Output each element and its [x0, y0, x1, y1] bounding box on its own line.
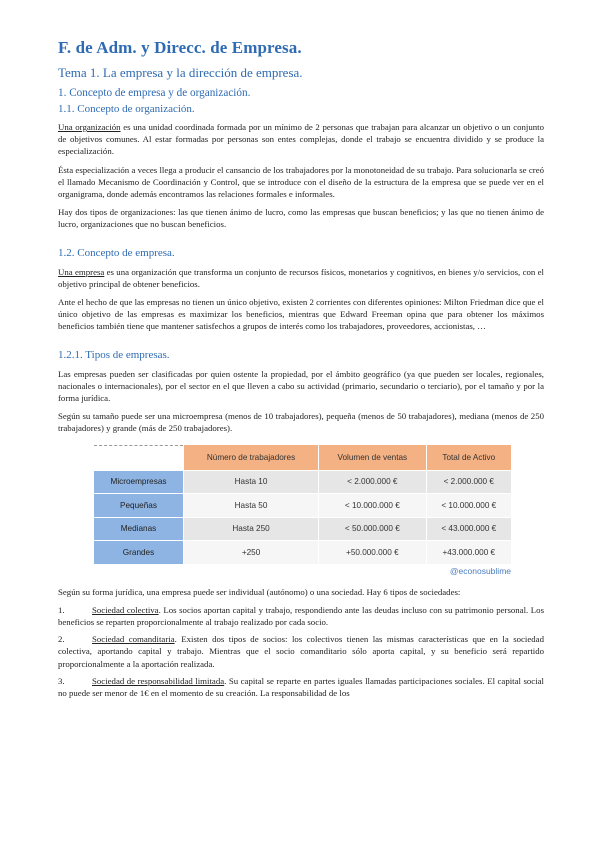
paragraph-org-def: Una organización es una unidad coordinada formada por un mínimo de 2 personas que trabajan para alcanzar un objetivo o un conjunto de objetivos comunes. Al estar formadas por personas son entes complejas, donde el trabajo se encuentra dividido y se produce la especialización.	[58, 122, 544, 157]
table-row	[94, 517, 512, 541]
paragraph-org-2: Ésta especialización a veces llega a producir el cansancio de los trabajadores por la monotoneidad de su trabajo. Para solucionarla se creó el llamado Mecanismo de Coordinación y Control, que se introduce con el diseño de la estructura de la empresa que se puede ver en el organigrama, donde además encontramos las relaciones formales e informales.	[58, 164, 544, 200]
row-label: Pequeñas	[94, 494, 184, 518]
list-term: Sociedad comanditaria	[92, 634, 175, 645]
section-heading-1: 1. Concepto de empresa y de organización.	[58, 87, 251, 99]
table-header: Total de Activo	[426, 445, 511, 470]
table-corner	[94, 445, 184, 470]
term-empresa: Una empresa	[58, 266, 105, 277]
section-heading-1-2: 1.2. Concepto de empresa.	[58, 246, 175, 259]
table-cell: < 43.000.000 €	[426, 517, 511, 541]
term-organizacion: Una organización	[58, 122, 121, 132]
section-heading-1-2-1: 1.2.1. Tipos de empresas.	[58, 348, 170, 361]
table-header: Volumen de ventas	[319, 445, 427, 470]
list-term: Sociedad colectiva	[92, 604, 159, 615]
table-cell: Hasta 50	[184, 494, 319, 518]
paragraph-tipos-1: Las empresas pueden ser clasificadas por quien ostente la propiedad, por el ámbito geográfico (ya que pueden ser locales, regionales, nacionales o internacionales), por el sector en el que lleven a cabo su actividad (primario, secundario o terciario), por el tamaño y por la forma jurídica.	[58, 368, 544, 404]
table-cell: +50.000.000 €	[319, 541, 427, 564]
table-credit: @econosublime	[449, 565, 511, 576]
table-cell: < 10.000.000 €	[319, 494, 427, 518]
list-item: 2. Sociedad comanditaria. Existen dos tipos de socios: los colectivos tienen las mismas características que en la sociedad colectiva, aportando capital y trabajo. Mientras que el socio comanditario sólo aporta capital, y su beneficio será repartido proporcionalmente a la aportación realizada.	[58, 634, 544, 669]
table-header: Número de trabajadores	[184, 445, 319, 470]
course-title: F. de Adm. y Direcc. de Empresa.	[58, 38, 302, 57]
list-item: 3. Sociedad de responsabilidad limitada. Su capital se reparte en partes iguales llamadas participaciones sociales. El capital social no puede ser menor de 1€ en el momento de su creación. La responsabilidad de los	[58, 675, 544, 699]
table-cell: Hasta 10	[184, 470, 319, 494]
paragraph-emp-2: Ante el hecho de que las empresas no tienen un único objetivo, existen 2 corrientes con diferentes opiniones: Milton Friedman dice que el único objetivo de las empresas es maximizar los beneficios, mientras que Edward Freeman opina que para obtener los máximos beneficios también tiene que mantener satisfechos a grupos de interés como los trabajadores, proveedores, accionistas, …	[58, 297, 544, 332]
list-item: 1. Sociedad colectiva. Los socios aportan capital y trabajo, respondiendo ante las deudas incluso con su patrimonio personal. Los beneficios se reparten proporcionalmente al trabajo realizado por cada socio.	[58, 604, 544, 628]
table-row	[94, 494, 512, 518]
table-cell: +43.000.000 €	[426, 541, 511, 564]
table-row	[94, 541, 512, 564]
table-cell: Hasta 250	[184, 517, 319, 541]
row-label: Medianas	[94, 517, 184, 541]
paragraph-forma: Según su forma jurídica, una empresa puede ser individual (autónomo) o una sociedad. Hay 6 tipos de sociedades:	[58, 586, 461, 597]
row-label: Grandes	[94, 541, 184, 564]
paragraph-tipos-2: Según su tamaño puede ser una microempresa (menos de 10 trabajadores), pequeña (menos de 50 trabajadores), mediana (menos de 250 trabajadores) y grande (más de 250 trabajadores).	[58, 411, 544, 434]
table-cell: < 10.000.000 €	[426, 494, 511, 518]
table-cell: < 2.000.000 €	[426, 470, 511, 494]
table-cell: < 50.000.000 €	[319, 517, 427, 541]
paragraph-org-3: Hay dos tipos de organizaciones: las que tienen ánimo de lucro, como las empresas que buscan beneficios; y las que no tienen ánimo de lucro, organizaciones que no buscan beneficios.	[58, 207, 544, 230]
document-page	[58, 38, 544, 704]
table-cell: < 2.000.000 €	[319, 470, 427, 494]
topic-title: Tema 1. La empresa y la dirección de empresa.	[58, 65, 303, 80]
company-size-table	[93, 445, 511, 564]
section-heading-1-1: 1.1. Concepto de organización.	[58, 103, 195, 115]
company-size-table-wrapper	[93, 445, 511, 576]
paragraph-emp-def: Una empresa es una organización que transforma un conjunto de recursos físicos, monetarios y cognitivos, en bienes y/o servicios, con el objetivo principal de obtener beneficios.	[58, 266, 544, 289]
row-label: Microempresas	[94, 470, 184, 494]
list-term: Sociedad de responsabilidad limitada	[92, 675, 225, 686]
table-row	[94, 470, 512, 494]
table-cell: +250	[184, 541, 319, 564]
society-list	[58, 604, 544, 699]
